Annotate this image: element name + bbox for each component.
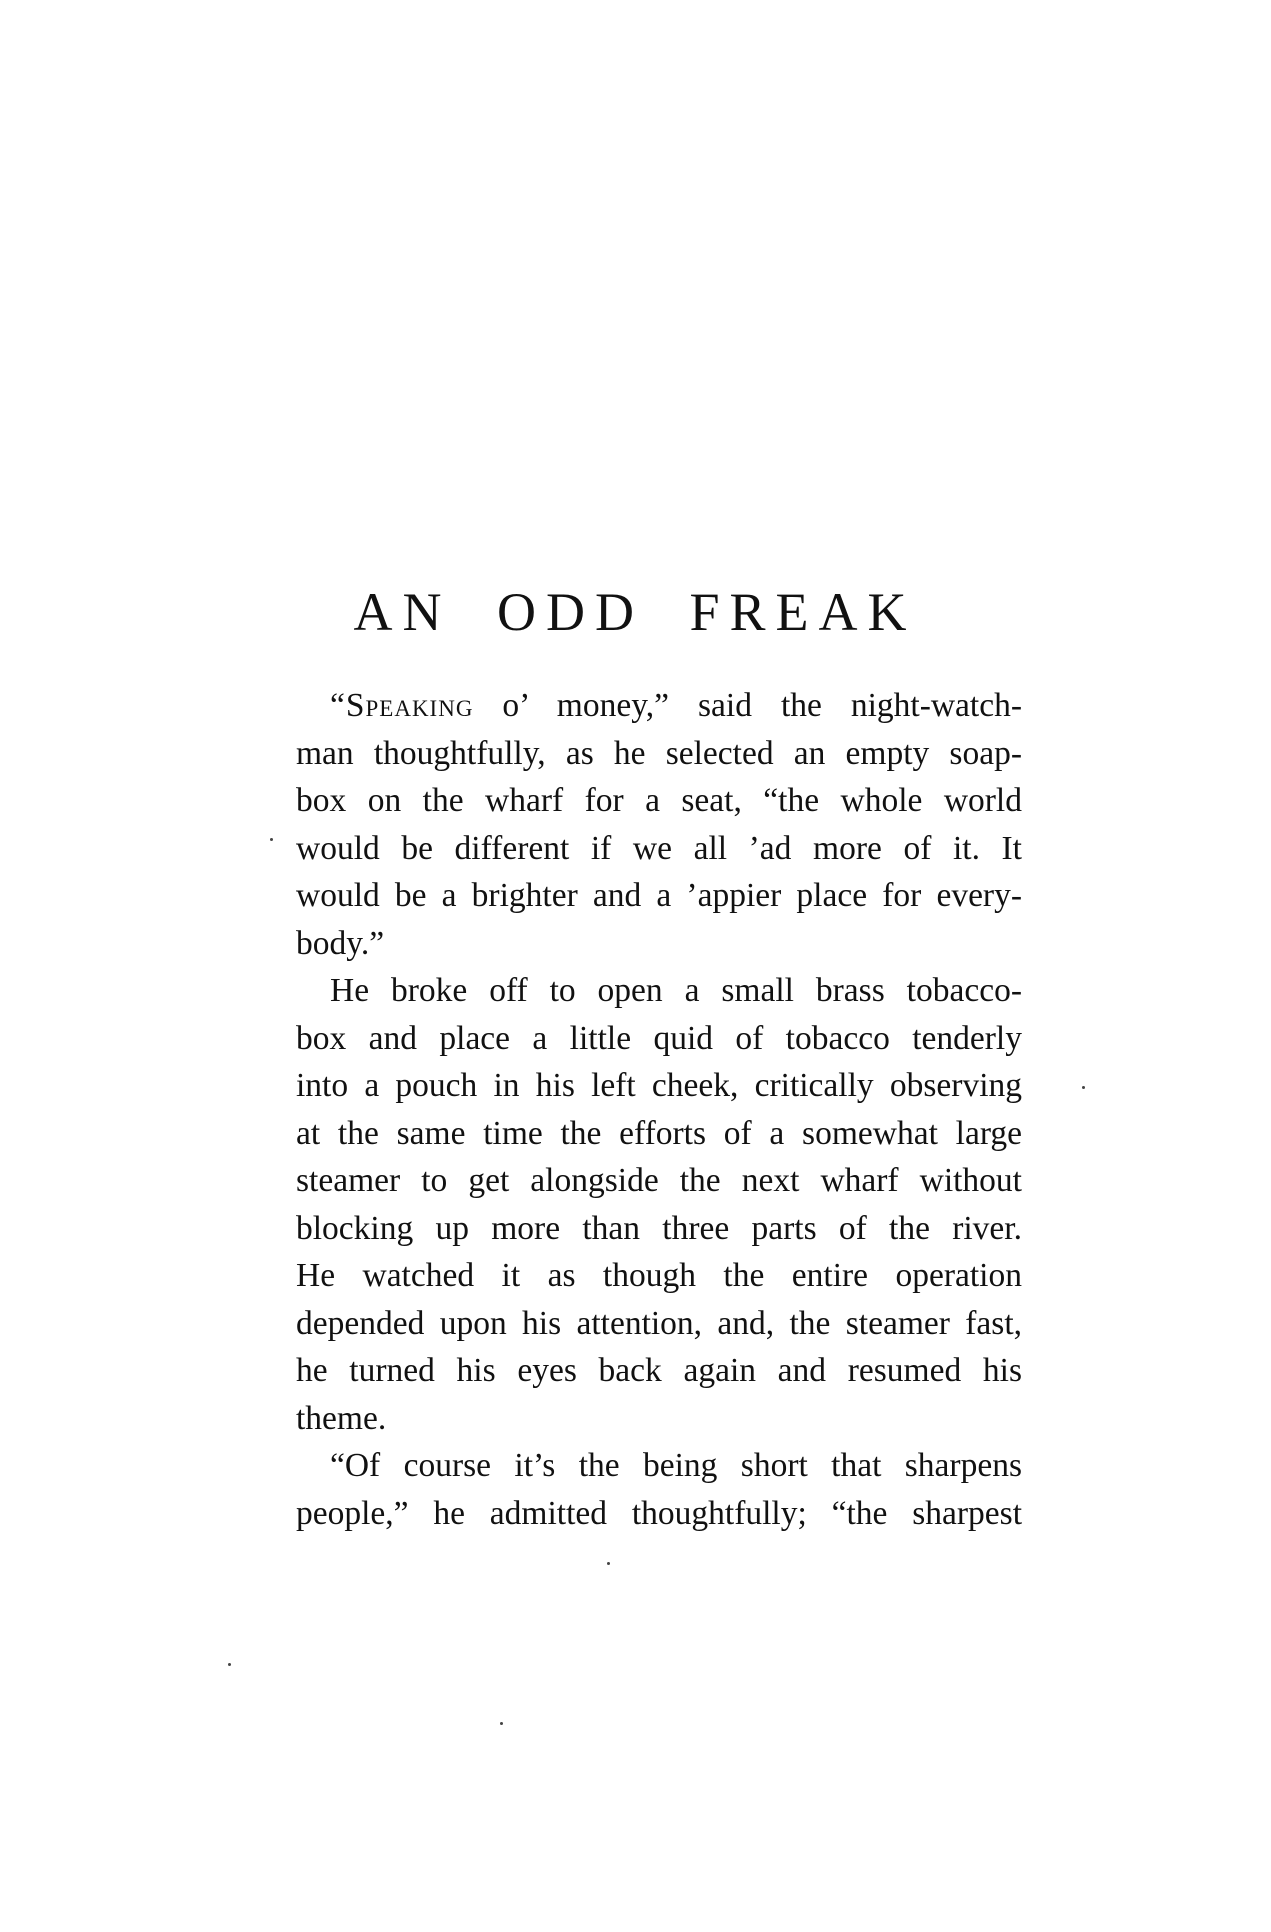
- text-line: into a pouch in his left cheek, critically observing: [296, 1067, 1022, 1104]
- text-line: theme.: [296, 1399, 387, 1437]
- text-line: would be a brighter and a ’appier place for every-: [296, 877, 1022, 914]
- text-line: body.”: [296, 924, 385, 962]
- text-line: box on the wharf for a seat, “the whole world: [296, 782, 1022, 819]
- text-line: He broke off to open a small brass tobacco-: [330, 972, 1022, 1009]
- chapter-title: AN ODD FREAK: [353, 582, 917, 642]
- text-line: “Of course it’s the being short that sharpens: [330, 1447, 1022, 1484]
- text-line: He watched it as though the entire operation: [296, 1257, 1022, 1294]
- paragraph-2: [262, 967, 1022, 1442]
- scan-speck: [270, 838, 273, 841]
- text-line: at the same time the efforts of a somewhat large: [296, 1114, 1022, 1152]
- opening-word: “Speaking: [330, 687, 474, 724]
- text-line: man thoughtfully, as he selected an empty soap-: [296, 734, 1022, 772]
- text-line: would be different if we all ’ad more of it. It: [296, 829, 1022, 867]
- text-line: depended upon his attention, and, the steamer fast,: [296, 1304, 1022, 1342]
- body-text: [262, 682, 1022, 1537]
- paragraph-3: [262, 1442, 1022, 1537]
- scan-speck: [500, 1722, 503, 1725]
- text-line: [262, 682, 1022, 730]
- paragraph-1: [262, 682, 1022, 967]
- text-line: he turned his eyes back again and resumed his: [296, 1352, 1022, 1389]
- text-line: box and place a little quid of tobacco tenderly: [296, 1019, 1022, 1057]
- scan-speck: [228, 1663, 231, 1666]
- scan-speck: [1082, 1086, 1085, 1089]
- text-line: steamer to get alongside the next wharf without: [296, 1162, 1022, 1199]
- text-line: blocking up more than three parts of the river.: [296, 1209, 1022, 1247]
- text-line: people,” he admitted thoughtfully; “the sharpest: [296, 1494, 1022, 1532]
- text-line-rest: o’ money,” said the night-watch-: [473, 687, 1022, 724]
- scan-speck: [607, 1562, 610, 1565]
